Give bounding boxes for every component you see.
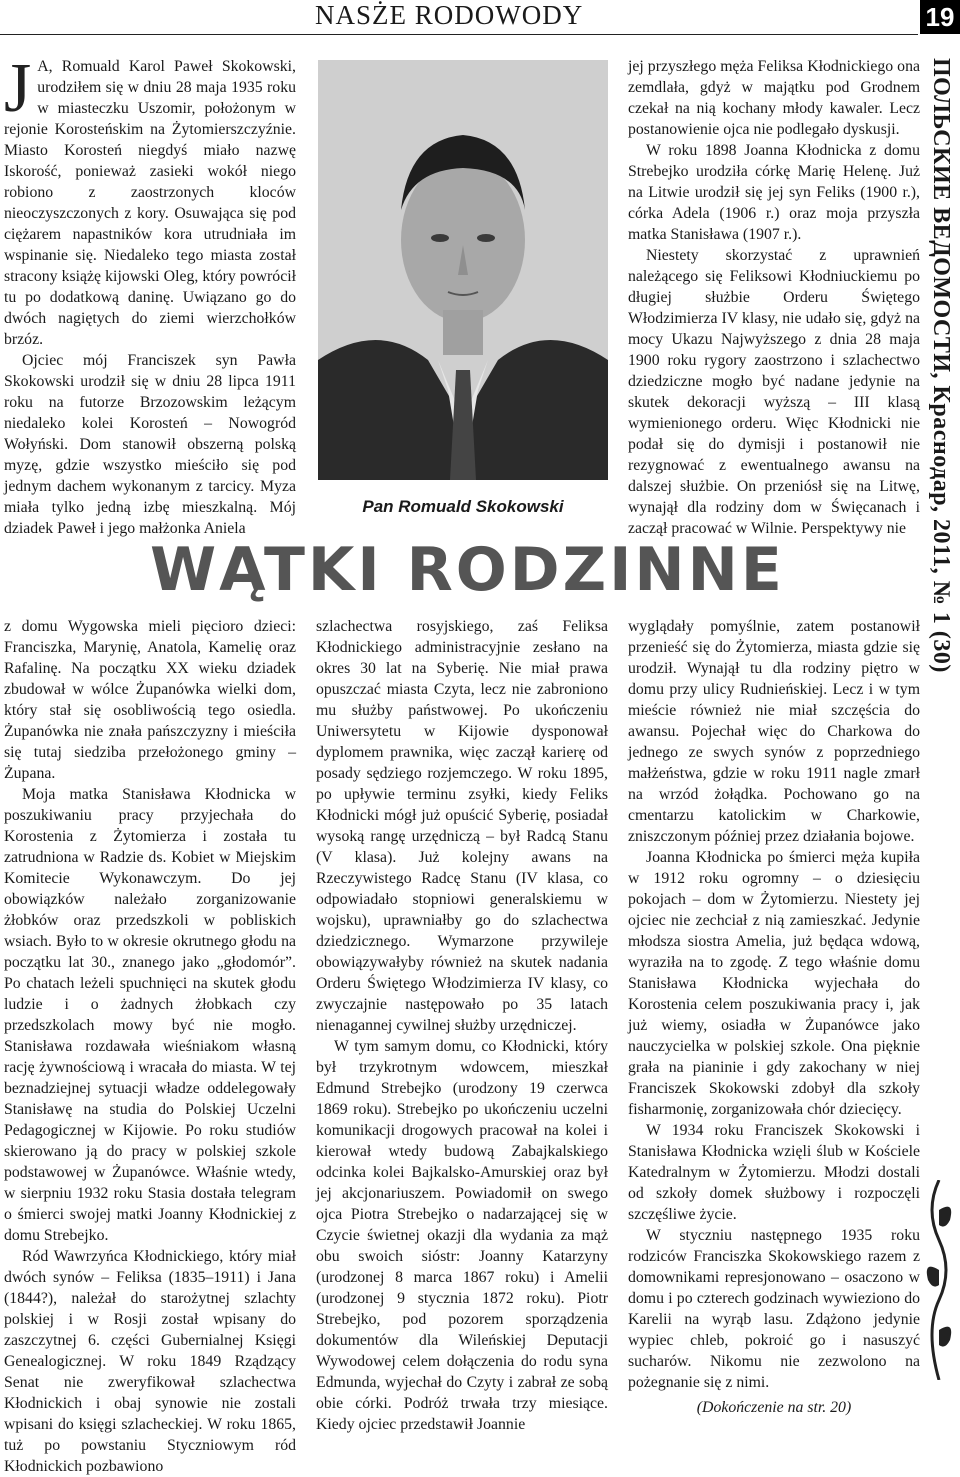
photo-caption: Pan Romuald Skokowski bbox=[362, 497, 564, 516]
article-paragraph: J A, Romuald Karol Paweł Skokowski, urodziłem się w dniu 28 maja 1935 roku w miasteczku Uszomir, położonym w rejonie Korosteńskim na Żytomierszczyźnie. Miasto Korosteń niegdyś miało nazwę Iskorość, ponieważ zasieki wokół niego robiono z zaostrzonych kloców nieoczyszczonych z kory. Osuwająca się pod ciężarem napastników kora utrudniała im wspinanie się. Niedaleko tego miasta został stracony książę kijowski Oleg, który powrócił tu po dodatkową daninę. Uwiązano go do dwóch nagiętych do ziemi wierzchołków brzóz. bbox=[4, 50, 296, 348]
article-paragraph: W styczniu następnego 1935 roku rodziców Franciszka Skokowskiego razem z domownikami represjonowano – osaczono w domu i po czterech godzinach wywieziono do Karelii na wyrąb lasu. Zdążono jedynie wypiec chleb, pokroić go i nasuszyć sucharów. Nikomu nie zezwolono na pożegnanie się z nimi. bbox=[628, 1227, 920, 1391]
article-paragraph: szlachectwa rosyjskiego, zaś Feliksa Kłodnickiego administracyjnie zesłano na okres 30 lat na Syberię. Nie miał prawa opuszczać miasta Czyta, lecz nie zabroniono mu służby państwowej. Po ukończeniu Uniwersytetu w Kijowie dysponował dyplomem prawnika, więc zaczął karierę od posady sędziego rozjemczego. W roku 1895, po upływie terminu zsyłki, kiedy Feliks Kłodnicki mógł już opuścić Syberię, posiadał wysoką rangę urzędniczą – był Radcą Stanu (V klasa). Już kolejny awans na Rzeczywistego Radcę Stanu (IV klasa, co odpowiadało stopniowi generalskiemu w wojsku), uprawniałby go do szlachectwa dziedzicznego. Wymarzone przywileje obowiązywałyby również na skutek nadania Orderu Świętego Włodzimierza IV klasy, co zwyczajnie następowało po 35 latach nienagannej cywilnej służby urzędniczej. bbox=[316, 618, 608, 1034]
article-paragraph: Ród Wawrzyńca Kłodnickiego, który miał dwóch synów – Feliksa (1835–1911) i Jana (1844?), należał do starożytnej szlachty polskiej i w Rosji został wpisany do zaszczytnej 6. części Gubernialnej Księgi Genealogicznej. W roku 1849 Rządzący Senat nie zweryfikował szlachectwa Kłodnickich i obaj synowie nie zostali wpisani do księgi szlacheckiej. W roku 1865, tuż po powstaniu Styczniowym ród Kłodnickich pozbawiono bbox=[4, 1248, 296, 1475]
article-paragraph: W 1934 roku Franciszek Skokowski i Stanisława Kłodnicka wzięli ślub w Kościele Katedralnym w Żytomierzu. Młodzi dostali od szkoły domek służbowy i rozpoczęli szczęśliwe życie. bbox=[628, 1122, 920, 1223]
side-title: ПОЛЬСКИЕ ВЕДОМОСТИ, Краснодар, 2011, № 1 (30) bbox=[928, 58, 954, 673]
article-paragraph: Niestety skorzystać z uprawnień należącego się Feliksowi Kłodniuckiemu po długiej służbie Orderu Świętego Włodzimierza IV klasy, nie udało się, gdyż na mocy Ukazu Najwyższego z dnia 28 maja 1900 roku rygory zaostrzono i szlachectwo dziedziczne mogło być nadane jedynie na skutek dekoracji wyższą – III klasą wymienionego orderu. Więc Kłodnicki nie podał się do dymisji i postanowił nie rezygnować z ewentualnego awansu na dalszej służbie. On przeniósł się na Litwę, wynajął dla rodziny dom w Święcanach i zaczął pracować w Wilnie. Perspektywy nie bbox=[628, 247, 920, 537]
portrait-photo bbox=[318, 60, 608, 480]
portrait-illustration bbox=[318, 60, 608, 480]
article-column-top-left bbox=[4, 50, 296, 539]
page-number: 19 bbox=[920, 0, 960, 34]
article-column-top-right bbox=[628, 56, 920, 539]
side-title-strip bbox=[924, 58, 958, 1358]
article-paragraph: W tym samym domu, co Kłodnicki, który był trzykrotnym wdowcem, mieszkał Edmund Strebejko (urodzony 19 czerwca 1869 roku). Strebejko po ukończeniu uczelni komunikacji drogowych pracował na kolei i kierował wtedy budową Zabajkalskiego odcinka kolei Bajkalsko-Amurskiej oraz był jej akcjonariuszem. Powiadomił on swego ojca Piotra Strebejko o nadarzającej się w Czycie świetnej okazji dla wydania za mąż obu swoich sióstr: Joanny Katarzyny (urodzonej 8 marca 1867 roku) i Amelii (urodzonej 9 stycznia 1872 roku). Piotr Strebejko, pod pozorem sporządzenia dokumentów dla Wileńskiej Deputacji Wywodowej celem dołączenia do rodu syna Edmunda, wyjechał do Czyty i zabrał ze sobą obie córki. Podróż trwała trzy miesiące. Kiedy ojciec przedstawił Joannie bbox=[316, 1038, 608, 1433]
article-column-bottom-right bbox=[628, 616, 920, 1418]
article-headline: WĄTKI RODZINNE bbox=[150, 535, 785, 605]
article-paragraph: wyglądały pomyślnie, zatem postanowił przenieść się do Żytomierza, miasta gdzie się urodził. Wynajął tu dla rodziny piętro w domu przy ulicy Rudnieńskiej. Lecz i w tym mieście również nie miał szczęścia do awansu. Pojechał więc do Charkowa do jednego ze swych synów z poprzedniego małżeństwa, gdzie w roku 1911 nagle zmarł na wrzód żołądka. Pochowano go na cmentarzu katolickim w Charkowie, zniszczonym później przez działania bojowe. bbox=[628, 618, 920, 845]
article-column-bottom-middle bbox=[316, 616, 608, 1435]
article-paragraph: Joanna Kłodnicka po śmierci męża kupiła w 1912 roku ogromny – o dziesięciu pokojach – dom w Żytomierzu. Niestety jej ojciec nie zechciał z nią zamieszkać. Jedynie młodsza siostra Amelia, już będąca wdową, wyraziła na to zgodę. Z tego właśnie domu Stanisława Kłodnicka wyjechała do Korostenia celem poszukiwania pracy i, jak już wiemy, osiadła w Żupanówce jako nauczycielka w polskiej szkole. Ona pięknie grała na pianinie i gdy zakochany w niej Franciszek Skokowski zdobył dla szkoły fisharmonię, zorganizowała chór dziecięcy. bbox=[628, 849, 920, 1118]
header-rule bbox=[0, 34, 918, 35]
article-column-bottom-left bbox=[4, 616, 296, 1477]
section-title: NASŻE RODOWODY bbox=[315, 0, 584, 30]
article-paragraph: z domu Wygowska mieli pięcioro dzieci: Franciszka, Marynię, Anatola, Kamelię oraz Rafalinę. Na początku XX wieku dziadek zbudował w wólce Żupanówka wielki dom, który stał się osobliwością tego osiedla. Żupanówka nie znała pańszczyzny i mieściła się tutaj siedziba przełożonego gminy – Żupana. bbox=[4, 618, 296, 782]
article-paragraph: W roku 1898 Joanna Kłodnicka z domu Strebejko urodziła córkę Marię Helenę. Już na Litwie urodził się jej syn Feliks (1900 r.), córka Adela (1906 r.) oraz moja przyszła matka Stanisława (1907 r.). bbox=[628, 142, 920, 243]
article-paragraph: jej przyszłego męża Feliksa Kłodnickiego ona zemdlała, gdyż w majątku pod Grodnem czekał na nią kochany młody kawaler. Lecz postanowienie ojca nie podlegało dyskusji. bbox=[628, 58, 920, 138]
article-paragraph: Ojciec mój Franciszek syn Pawła Skokowski urodził się w dniu 28 lipca 1911 roku na futorze Brzozowskim leżącym niedaleko kolei Korosteń – Nowogród Wołyński. Dom stanowił obszerną polską myzę, gdzie wszystko mieściło się pod jednym dachem wykonanym z tarcicy. Myza miała tylko jedną izbę mieszkalną. Mój dziadek Paweł i jego małżonka Aniela bbox=[4, 352, 296, 537]
floral-ornament bbox=[920, 1180, 958, 1380]
article-paragraph: Moja matka Stanisława Kłodnicka w poszukiwaniu pracy przyjechała do Korostenia z Żytomierza i została tu zatrudniona w Radzie ds. Kobiet w Miejskim Komitecie Wykonawczym. Do jej obowiązków należało zorganizowanie żłobków oraz przedszkoli w pobliskich wsiach. Było to w okresie okrutnego głodu na początku lat 30., znanego jako „głodomór”. Po chatach leżeli spuchnięci na skutek głodu ludzie i o żadnych żłobkach czy przedszkolach mowy być nie mogło. Stanisława rozdawała wieśniakom własną rację żywnościową i wracała do miasta. W tej beznadziejnej sytuacji władze oddelegowały Stanisławę na studia do Polskiej Uczelni Pedagogicznej w Kijowie. Po roku studiów skierowano ją do pracy w polskiej szkole podstawowej w Żupanówce. Właśnie wtedy, w sierpniu 1932 roku Stasia dostała telegram o śmierci swojej matki Joanny Kłodnickiej z domu Strebejko. bbox=[4, 786, 296, 1244]
continued-note: (Dokończenie na str. 20) bbox=[696, 1399, 852, 1416]
drop-cap: J bbox=[4, 50, 32, 127]
